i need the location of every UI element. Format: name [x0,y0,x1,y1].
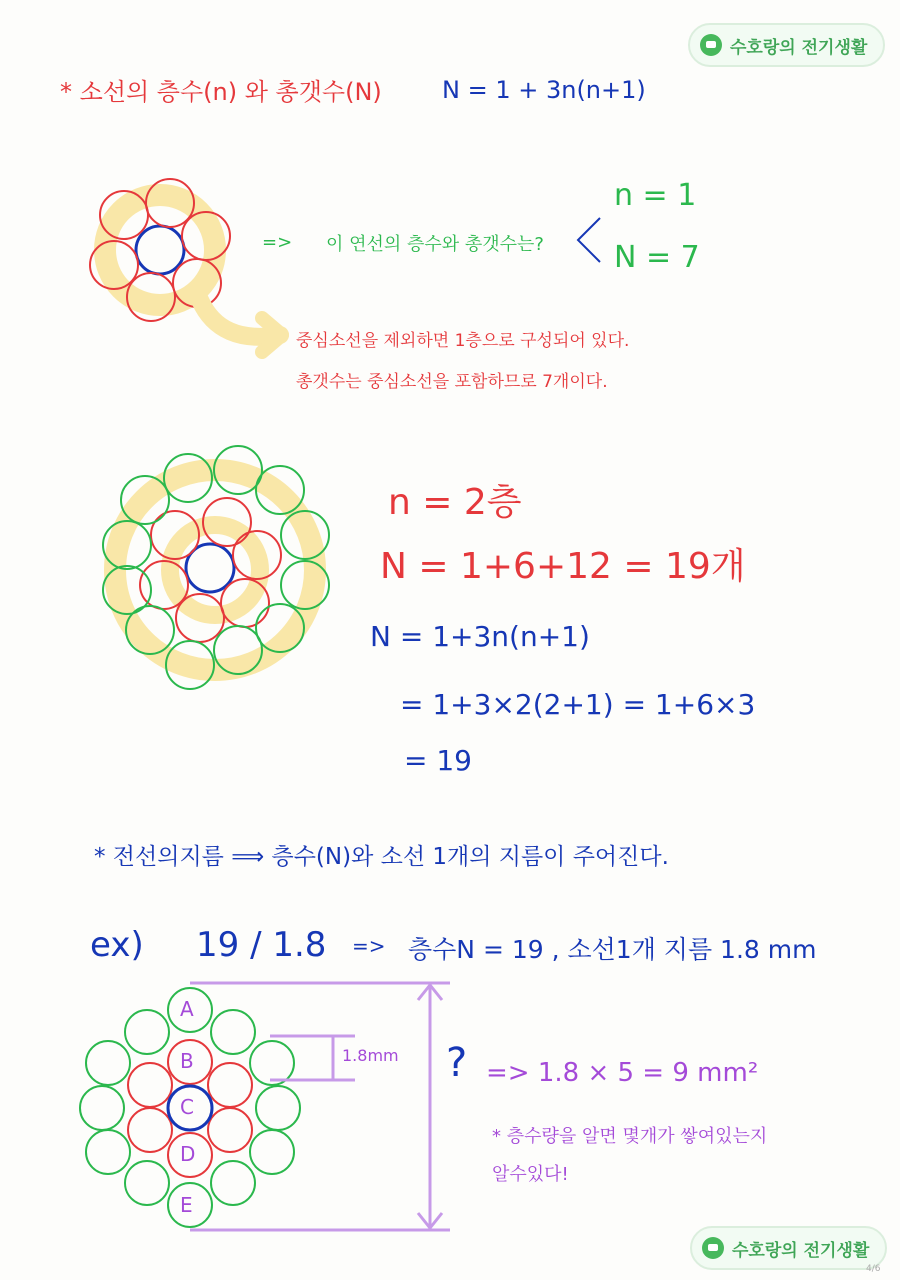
label-b: B [180,1049,194,1073]
s1-answer-n: n = 1 [614,178,697,213]
label-a: A [180,997,194,1021]
s1-arrow: => [262,232,293,253]
ex-result: => 1.8 × 5 = 9 mm² [486,1058,759,1088]
title-line: * 소선의 층수(n) 와 총갯수(N) [60,78,382,106]
ex-note1: * 층수량을 알면 몇개가 쌓여있는지 [492,1126,768,1147]
s2-N-line: N = 1+6+12 = 19개 [380,546,746,587]
page-number: 4/6 [866,1264,881,1274]
ex-arrow: => [352,934,386,958]
ex-desc: 층수N = 19 , 소선1개 지름 1.8 mm [408,935,817,964]
s2-calc3: = 19 [404,744,472,777]
label-c: C [180,1095,194,1119]
strand-diagram-19 [103,446,329,689]
s2-calc2: = 1+3×2(2+1) = 1+6×3 [400,688,756,721]
s1-note1: 중심소선을 제외하면 1층으로 구성되어 있다. [296,331,630,351]
title-formula: N = 1 + 3n(n+1) [442,76,646,104]
ex-label: ex) [90,925,144,965]
s2-calc1: N = 1+3n(n+1) [370,620,590,653]
s3-line: * 전선의지름 ⟹ 층수(N)와 소선 1개의 지름이 주어진다. [94,844,669,870]
layer2-strands [103,446,329,689]
strand-diagram-example [80,983,450,1230]
brand-badge-text: 수호랑의 전기생활 [732,1240,870,1261]
label-e: E [180,1193,193,1217]
question-mark: ? [446,1040,468,1086]
s1-question: 이 연선의 층수와 총갯수는? [326,234,544,255]
brand-badge-text: 수호랑의 전기생활 [730,37,868,58]
label-d: D [180,1142,196,1166]
dim-label: 1.8mm [342,1046,399,1065]
s1-answer-N: N = 7 [614,240,700,275]
s1-note2: 총갯수는 중심소선을 포함하므로 7개이다. [296,372,608,392]
ex-note2: 알수있다! [492,1164,569,1185]
s2-n-line: n = 2층 [388,482,522,523]
ex-spec: 19 / 1.8 [196,925,327,965]
center-strand [136,226,184,274]
